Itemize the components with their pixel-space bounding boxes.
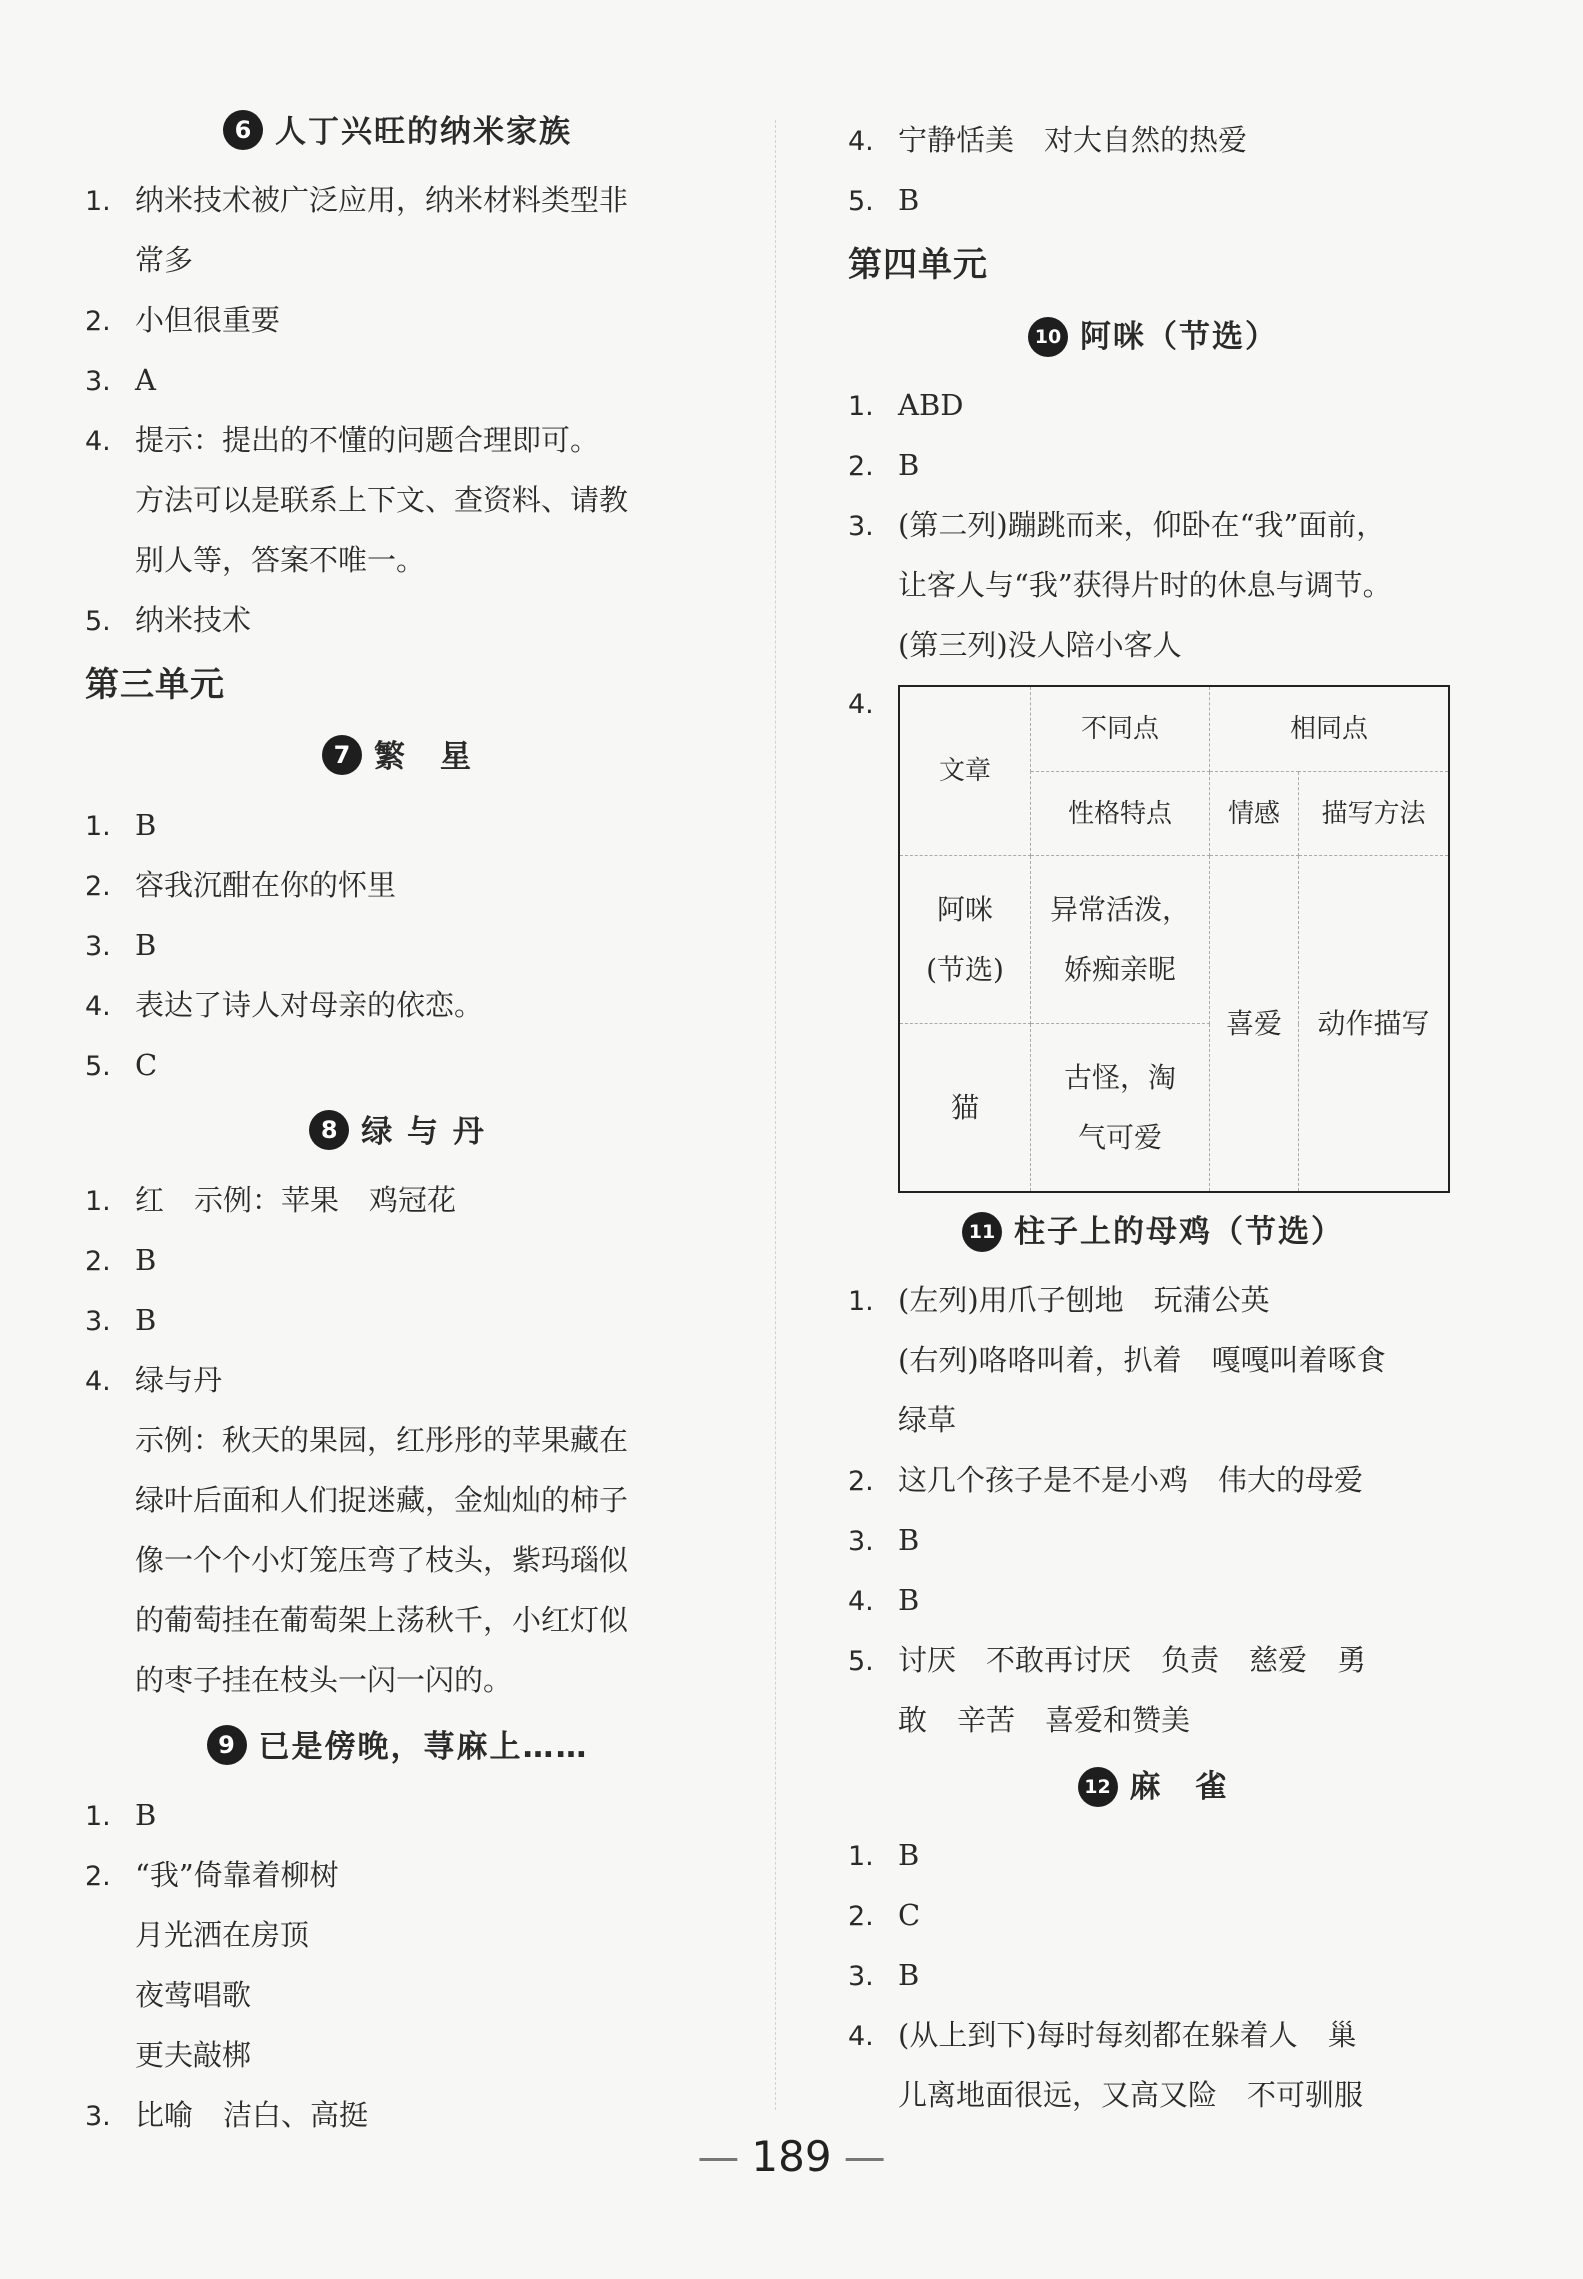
unit-3-heading: 第三单元 [85,665,225,705]
header-trait: 性格特点 [1031,771,1210,856]
answer-text: 绿草 [898,1403,957,1437]
question-number: 2. [848,1901,874,1932]
answer-continuation: 别人等，答案不唯一。 [135,543,426,577]
answer-continuation: 绿叶后面和人们捉迷藏，金灿灿的柿子 [135,1483,629,1517]
lesson-6-title [85,95,710,170]
answer-text: 鸡冠花 [369,1183,457,1217]
answer-line [85,410,710,470]
answer-text: B [898,1583,920,1617]
answer-text: B [135,1243,157,1277]
answer-text: 比喻 [135,2098,194,2132]
answer-text: 巢 [1327,2018,1357,2052]
question-number: 5. [848,186,874,217]
lesson-title-text: 绿 与 丹 [361,1114,486,1150]
answer-line [85,290,710,350]
answer-line [848,1825,1458,1885]
answer-line [85,350,710,410]
answer-text: B [898,1838,920,1872]
lesson-title-text: 阿咪（节选） [1080,319,1278,355]
answer-line [85,1230,710,1290]
answer-text: 宁静恬美 [898,123,1015,157]
answer-text: B [135,928,157,962]
answer-text: 对大自然的热爱 [1044,123,1248,157]
answer-continuation: 的葡萄挂在葡萄架上荡秋千，小红灯似 [135,1603,629,1637]
answer-text: 示例：苹果 [194,1183,340,1217]
question-number: 1. [848,391,874,422]
answer-text: 不敢再讨厌 [986,1643,1132,1677]
cell-line: (节选) [926,952,1004,986]
answer-text: 勇 [1337,1643,1367,1677]
answer-text: 表达了诗人对母亲的依恋。 [135,988,484,1022]
lesson-12-title [848,1750,1458,1825]
lesson-number-badge: 7 [322,735,362,775]
answer-continuation: 像一个个小灯笼压弯了枝头，紫玛瑙似 [135,1543,629,1577]
answer-continuation: 更夫敲梆 [135,2038,252,2072]
answer-text: 容我沉酣在你的怀里 [135,868,397,902]
answer-text: 这几个孩子是不是小鸡 [898,1463,1189,1497]
answer-line [85,1035,710,1095]
question-number: 1. [85,186,111,217]
answer-continuation: 常多 [135,243,194,277]
answer-text: ABD [898,388,964,422]
question-number: 4. [848,126,874,157]
answer-text: 绿与丹 [135,1363,223,1397]
answer-text: 洁白、高挺 [223,2098,369,2132]
question-number: 1. [85,1801,111,1832]
answer-text: (右列)咯咯叫着，扒着 [898,1343,1182,1377]
question-number: 4. [848,689,874,720]
answer-continuation: 月光洒在房顶 [135,1918,310,1952]
question-number: 1. [848,1841,874,1872]
answer-line [848,170,1458,230]
lesson-number-badge: 10 [1028,317,1068,357]
left-column [85,95,710,2145]
answer-continuation: (第三列)没人陪小客人 [898,628,1182,662]
lesson-title-text: 繁 星 [374,739,473,775]
answer-line [848,1885,1458,1945]
comparison-table [898,685,1450,1193]
lesson-title-text: 柱子上的母鸡（节选） [1014,1214,1344,1250]
answer-line [848,1570,1458,1630]
lesson-title-text: 人丁兴旺的纳米家族 [275,114,572,150]
answer-text: 小但很重要 [135,303,281,337]
lesson-number-badge: 9 [207,1725,247,1765]
answer-line [848,2065,1458,2125]
question-number: 5. [85,1051,111,1082]
question-number: 2. [85,306,111,337]
cell-line: 阿咪 [936,892,993,926]
answer-continuation: 的枣子挂在枝头一闪一闪的。 [135,1663,513,1697]
header-emotion: 情感 [1210,771,1299,856]
answer-text: B [898,1523,920,1557]
right-column [848,110,1458,2125]
answer-line [85,1350,710,1410]
answer-continuation: 方法可以是联系上下文、查资料、请教 [135,483,629,517]
cell-method: 动作描写 [1299,856,1450,1192]
cell-line: 气可爱 [1077,1120,1162,1154]
comparison-table-block [848,675,1458,1195]
page-number-text: 189 [751,2132,832,2181]
answer-line [848,1690,1458,1750]
question-number: 3. [848,1526,874,1557]
answer-line [85,590,710,650]
answer-continuation: 夜莺唱歌 [135,1978,252,2012]
question-number: 1. [848,1286,874,1317]
answer-text: 讨厌 [898,1643,957,1677]
question-number: 2. [848,451,874,482]
answer-text: B [135,1303,157,1337]
lesson-7-title [85,720,710,795]
answer-text: 不可驯服 [1247,2078,1364,2112]
question-number: 3. [85,366,111,397]
answer-text: “我”倚靠着柳树 [135,1858,339,1892]
answer-text: B [898,448,920,482]
header-differences: 不同点 [1031,686,1210,771]
answer-line [848,435,1458,495]
lesson-title-text: 麻 雀 [1129,1769,1229,1805]
answer-text: 玩蒲公英 [1153,1283,1270,1317]
question-number: 3. [848,1961,874,1992]
lesson-number-badge: 8 [309,1110,349,1150]
answer-line [848,1270,1458,1330]
cell-emotion: 喜爱 [1210,856,1299,1192]
answer-line [848,110,1458,170]
header-similarities: 相同点 [1210,686,1450,771]
answer-text: (从上到下)每时每刻都在躲着人 [898,2018,1298,2052]
unit-4-heading: 第四单元 [848,245,988,285]
cell-line: 古怪，淘 [1063,1060,1176,1094]
question-number: 2. [848,1466,874,1497]
lesson-11-title [848,1195,1458,1270]
header-method: 描写方法 [1299,771,1450,856]
answer-text: 敢 [898,1703,928,1737]
lesson-number-badge: 6 [223,110,263,150]
answer-text: (左列)用爪子刨地 [898,1283,1124,1317]
answer-text: 辛苦 [957,1703,1016,1737]
answer-text: C [135,1048,158,1082]
answer-text: 提示：提出的不懂的问题合理即可。 [135,423,600,457]
page-number: — 189 — [697,2132,886,2181]
question-number: 2. [85,871,111,902]
lesson-8-title [85,1095,710,1170]
answer-line [848,1510,1458,1570]
question-number: 3. [848,511,874,542]
answer-line [848,1630,1458,1690]
answer-line [85,855,710,915]
answer-text: C [898,1898,921,1932]
answer-text: 慈爱 [1249,1643,1308,1677]
question-number: 4. [85,1366,111,1397]
answer-text: 嘎嘎叫着啄食 [1211,1343,1386,1377]
cell-line: 娇痴亲昵 [1063,952,1176,986]
answer-line [85,170,710,230]
answer-text: 负责 [1161,1643,1220,1677]
lesson-number-badge: 12 [1078,1767,1118,1807]
answer-text: 红 [135,1183,165,1217]
answer-line [848,2005,1458,2065]
question-number: 2. [85,1246,111,1277]
question-number: 2. [85,1861,111,1892]
row-2-article: 猫 [899,1024,1031,1192]
answer-text: (第二列)蹦跳而来，仰卧在“我”面前， [898,508,1386,542]
lesson-9-title [85,1710,710,1785]
question-number: 4. [85,991,111,1022]
answer-text: B [898,183,920,217]
lesson-title-text: 已是傍晚，荨麻上…… [258,1729,589,1765]
question-number: 1. [85,1186,111,1217]
row-1-trait [1031,856,1210,1024]
question-number: 3. [85,931,111,962]
answer-line [848,1945,1458,2005]
answer-line [85,975,710,1035]
answer-continuation: 让客人与“我”获得片时的休息与调节。 [898,568,1392,602]
answer-text: A [135,363,156,397]
question-number: 4. [848,1586,874,1617]
answer-line [848,1390,1458,1450]
answer-text: B [135,1798,157,1832]
answer-line [85,1845,710,1905]
answer-line [848,375,1458,435]
answer-line [85,1290,710,1350]
question-number: 3. [85,1306,111,1337]
answer-line [85,1785,710,1845]
answer-text: B [898,1958,920,1992]
answer-text: 纳米技术被广泛应用，纳米材料类型非 [135,183,629,217]
answer-text: 儿离地面很远，又高又险 [898,2078,1218,2112]
lesson-10-title [848,300,1458,375]
answer-text: 伟大的母爱 [1218,1463,1364,1497]
answer-line [85,1170,710,1230]
question-number: 5. [85,606,111,637]
answer-line [848,495,1458,555]
answer-continuation: 示例：秋天的果园，红彤彤的苹果藏在 [135,1423,629,1457]
row-2-trait [1031,1024,1210,1192]
answer-line [85,915,710,975]
column-divider [775,120,776,2110]
lesson-number-badge: 11 [962,1212,1002,1252]
header-article: 文章 [899,686,1031,856]
cell-line: 异常活泼， [1049,892,1190,926]
question-number: 1. [85,811,111,842]
question-number: 4. [848,2021,874,2052]
answer-line [848,1450,1458,1510]
question-number: 5. [848,1646,874,1677]
question-number: 3. [85,2101,111,2132]
answer-line [848,1330,1458,1390]
answer-line [85,795,710,855]
answer-text: 纳米技术 [135,603,252,637]
answer-text: 喜爱和赞美 [1045,1703,1191,1737]
answer-text: B [135,808,157,842]
row-1-article [899,856,1031,1024]
question-number: 4. [85,426,111,457]
